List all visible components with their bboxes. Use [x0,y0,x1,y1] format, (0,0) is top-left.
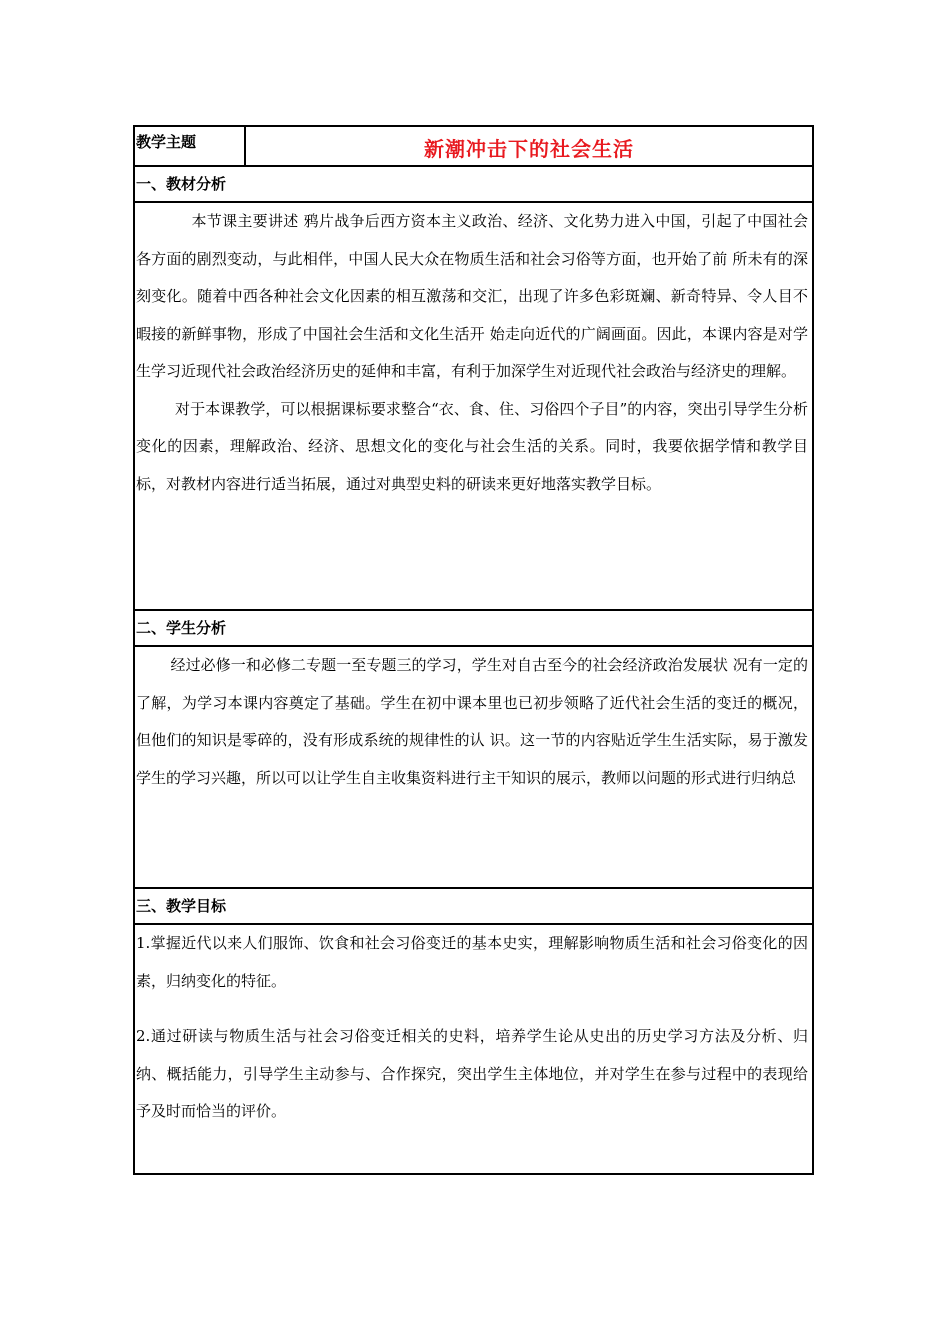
topic-title: 新潮冲击下的社会生活 [424,136,634,161]
topic-label: 教学主题 [135,127,246,165]
analysis-paragraph-1: 本节课主要讲述 鸦片战争后西方资本主义政治、经济、文化势力进入中国，引起了中国社会各方面的剧烈变动，与此相伴，中国人民大众在物质生活和社会习俗等方面，也开始了前 所未有的深刻变化。随着中西各种社会文化因素的相互激荡和交汇，出现了许多色彩斑斓、新奇特异、令人目不暇接的新鲜事物，形成了中国社会生活和文化生活开 始走向近代的广阔画面。因此，本课内容是对学生学习近现代社会政治经济历史的延伸和丰富，有利于加深学生对近现代社会政治与经济史的理解。 [136,212,808,380]
goals-heading: 三、教学目标 [135,889,812,925]
goals-body [135,925,812,1173]
goal-item-2: 2.通过研读与物质生活与社会习俗变迁相关的史料，培养学生论从史出的历史学习方法及分析、归纳、概括能力，引导学生主动参与、合作探究，突出学生主体地位，并对学生在参与过程中的表现给予及时而恰当的评价。 [136,1027,808,1120]
student-paragraph-1: 经过必修一和必修二专题一至专题三的学习，学生对自古至今的社会经济政治发展状 况有一定的了解，为学习本课内容奠定了基础。学生在初中课本里也已初步领略了近代社会生活的变迁的概况，但他们的知识是零碎的，没有形成系统的规律性的认 识。这一节的内容贴近学生生活实际，易于激发学生的学习兴趣，所以可以让学生自主收集资料进行主干知识的展示，教师以问题的形式进行归纳总 [136,656,808,787]
lesson-plan-table [133,125,814,1175]
analysis-body [135,203,812,611]
student-body [135,647,812,889]
student-heading: 二、学生分析 [135,611,812,647]
goal-item-1: 1.掌握近代以来人们服饰、饮食和社会习俗变迁的基本史实，理解影响物质生活和社会习俗变化的因素，归纳变化的特征。 [136,934,808,990]
analysis-heading: 一、教材分析 [135,167,812,203]
analysis-paragraph-2: 对于本课教学，可以根据课标要求整合“衣、食、住、习俗四个子目”的内容，突出引导学生分析变化的因素，理解政治、经济、思想文化的变化与社会生活的关系。同时，我要依据学情和教学目标，对教材内容进行适当拓展，通过对典型史料的研读来更好地落实教学目标。 [136,399,808,493]
topic-row [135,127,812,167]
